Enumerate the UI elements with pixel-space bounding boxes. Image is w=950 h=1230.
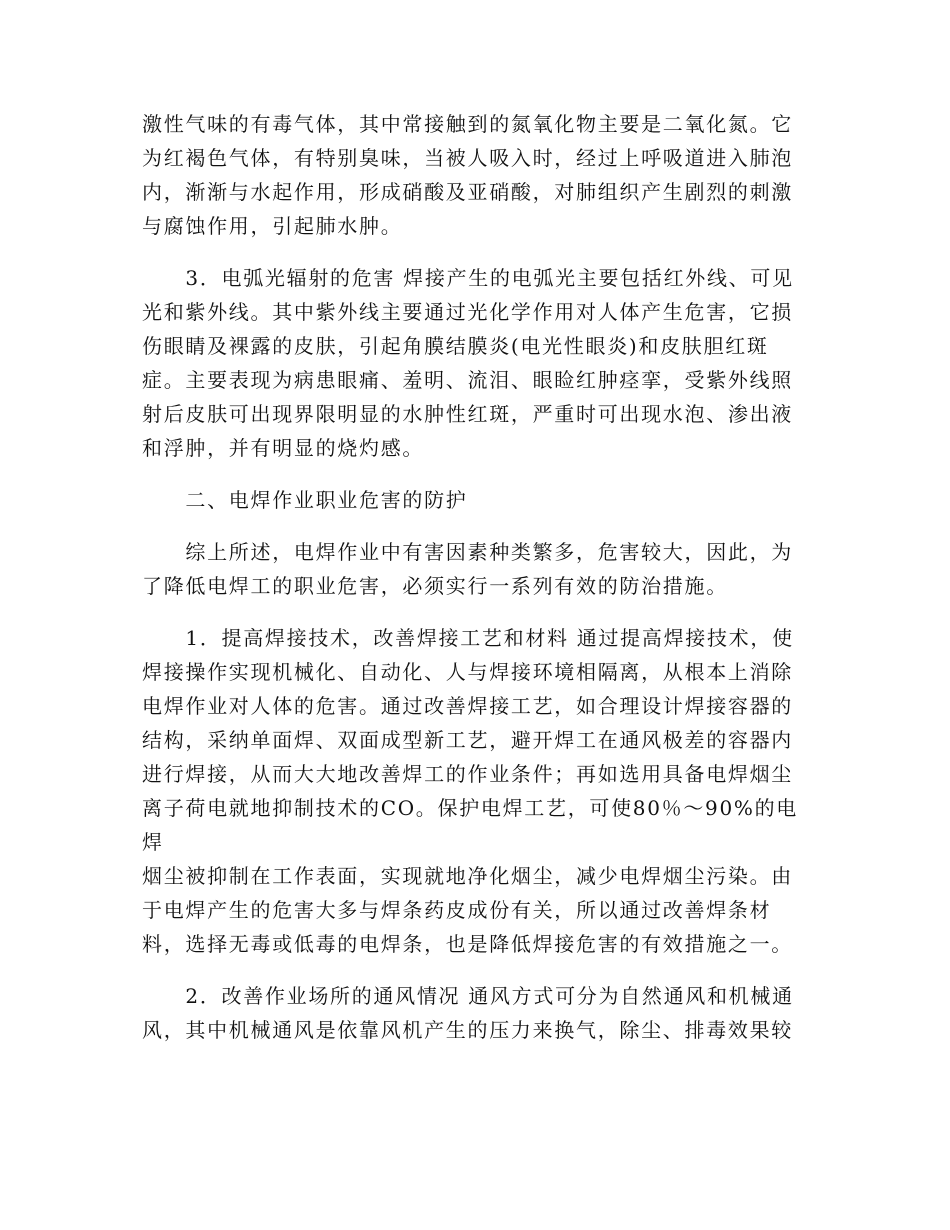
- paragraph-nitrogen-oxides: 激性气味的有毒气体，其中常接触到的氮氧化物主要是二氧化氮。它 为红褐色气体，有特别臭味，当被人吸入时，经过上呼吸道进入肺泡 内，渐渐与水起作用，形成硝酸及亚硝酸，对肺组织产生剧烈的刺激 与腐蚀作用，引起肺水肿。: [142, 112, 793, 238]
- document-body: [142, 107, 802, 1047]
- paragraph-arc-radiation: 3．电弧光辐射的危害 焊接产生的电弧光主要包括红外线、可见 光和紫外线。其中紫外线主要通过光化学作用对人体产生危害，它损 伤眼睛及裸露的皮肤，引起角膜结膜炎(电光性眼炎)和皮肤胆红斑 症。主要表现为病患眼痛、羞明、流泪、眼睑红肿痉挛，受紫外线照 射后皮肤可出现界限明显的水肿性红斑，严重时可出现水泡、渗出液 和浮肿，并有明显的烧灼感。: [142, 266, 794, 460]
- section-heading-protection: 二、电焊作业职业危害的防护: [142, 488, 468, 512]
- paragraph-ventilation: 2．改善作业场所的通风情况 通风方式可分为自然通风和机械通 风，其中机械通风是依靠风机产生的压力来换气，除尘、排毒效果较: [142, 984, 794, 1042]
- paragraph-summary: 综上所述，电焊作业中有害因素种类繁多，危害较大，因此，为 了降低电焊工的职业危害，必须实行一系列有效的防治措施。: [142, 540, 793, 598]
- paragraph-welding-technology: 1．提高焊接技术，改善焊接工艺和材料 通过提高焊接技术，使 焊接操作实现机械化、自动化、人与焊接环境相隔离，从根本上消除 电焊作业对人体的危害。通过改善焊接工艺，如合理设计焊接容器的 结构，采纳单面焊、双面成型新工艺，避开焊工在通风极差的容器内 进行焊接，从而大大地改善焊工的作业条件；再如选用具备电焊烟尘 离子荷电就地抑制技术的CO。保护电焊工艺，可使80％～90%的电焊 烟尘被抑制在工作表面，实现就地净化烟尘，减少电焊烟尘污染。由 于电焊产生的危害大多与焊条药皮成份有关，所以通过改善焊条材 料，选择无毒或低毒的电焊条，也是降低焊接危害的有效措施之一。: [142, 626, 799, 956]
